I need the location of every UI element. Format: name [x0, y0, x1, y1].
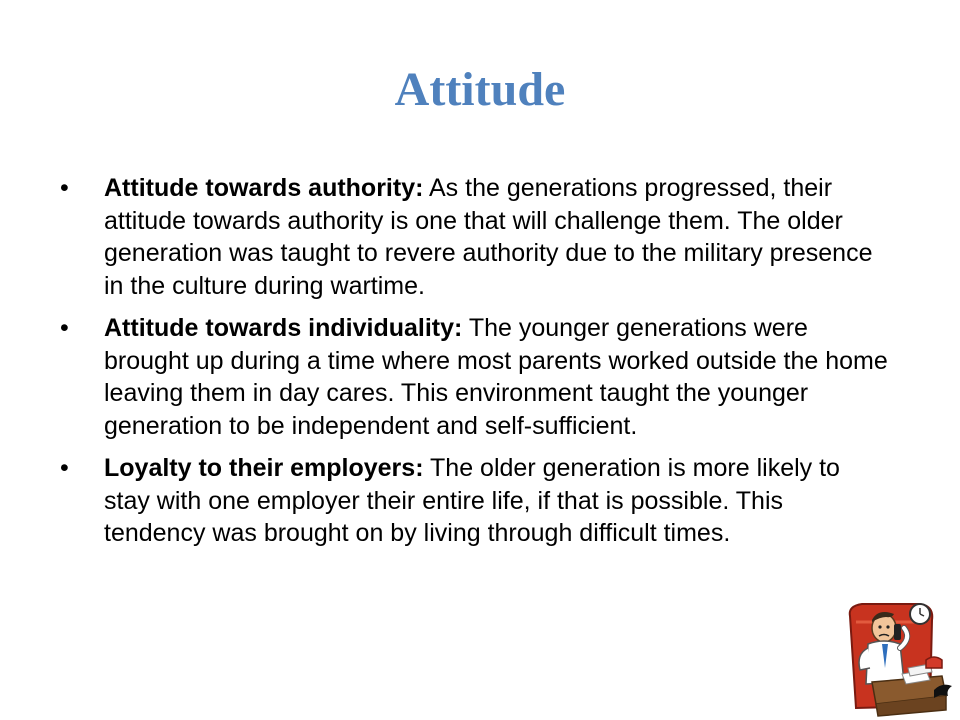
bullet-item	[60, 172, 890, 302]
bullet-list	[60, 172, 890, 560]
bullet-body: As the generations progressed, their attitude towards authority is one that will challenge them. The older generation was taught to revere authority due to the military presence in the culture during wartime.	[104, 174, 873, 300]
bullet-lead: Attitude towards individuality:	[104, 314, 463, 342]
slide-title: Attitude	[394, 63, 566, 116]
bullet-body: The younger generations were brought up during a time where most parents worked outside the home leaving them in day cares. This environment taught the younger generation to be independent and self-sufficient.	[104, 314, 888, 440]
stressed-office-worker-icon	[842, 598, 954, 718]
bullet-body: The older generation is more likely to stay with one employer their entire life, if that is possible. This tendency was brought on by living through difficult times.	[104, 454, 840, 547]
bullet-item	[60, 452, 890, 550]
bullet-item	[60, 312, 890, 442]
bullet-marker: •	[60, 454, 69, 482]
bullet-marker: •	[60, 314, 69, 342]
bullet-lead: Loyalty to their employers:	[104, 454, 424, 482]
bullet-lead: Attitude towards authority:	[104, 174, 424, 202]
bullet-marker: •	[60, 174, 69, 202]
